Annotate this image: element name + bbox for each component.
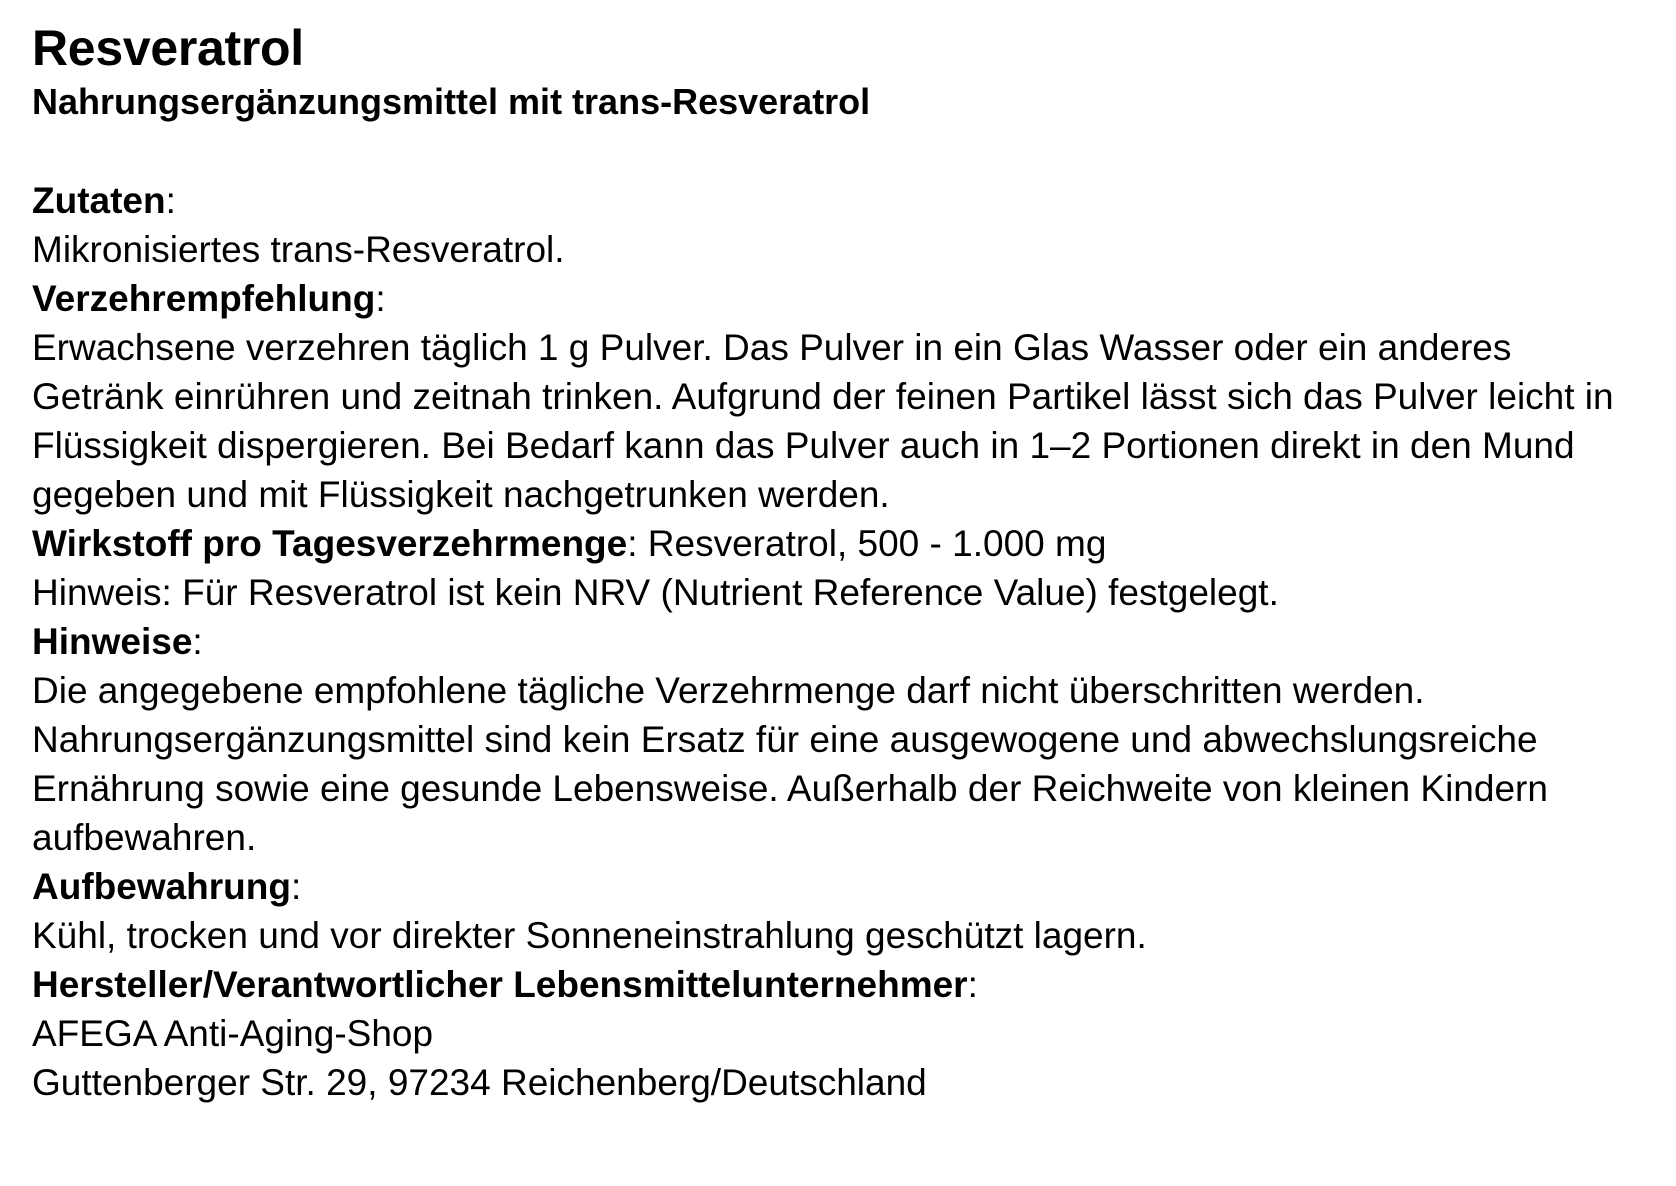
section-manufacturer [32,960,1646,1107]
ingredients-text: Mikronisiertes trans-Resveratrol. [32,229,565,270]
active-ingredient-heading-colon: : [627,523,638,564]
dosage-heading-label: Verzehrempfehlung [32,278,376,319]
warnings-heading [32,617,1646,666]
ingredients-heading-label: Zutaten [32,180,166,221]
active-ingredient-heading-label: Wirkstoff pro Tagesverzehrmenge [32,523,628,564]
section-storage [32,862,1646,960]
manufacturer-heading [32,960,1646,1009]
manufacturer-address: Guttenberger Str. 29, 97234 Reichenberg/Deutschland [32,1062,927,1103]
active-ingredient-value: Resveratrol, 500 - 1.000 mg [637,523,1107,564]
manufacturer-heading-label: Hersteller/Verantwortlicher Lebensmittelunternehmer [32,964,968,1005]
section-dosage [32,274,1646,519]
product-subtitle: Nahrungsergänzungsmittel mit trans-Resveratrol [32,81,871,122]
section-ingredients [32,176,1646,274]
storage-heading-colon: : [290,866,302,907]
warnings-text: Die angegebene empfohlene tägliche Verzehrmenge darf nicht überschritten werden. Nahrungsergänzungsmittel sind kein Ersatz für eine ausgewogene und abwechslungsreiche Ernährung sowie eine gesunde Lebensweise. Außerhalb der Reichweite von kleinen Kindern aufbewahren. [32,670,1548,858]
product-title: Resveratrol [32,20,304,76]
ingredients-heading [32,176,1646,225]
dosage-text: Erwachsene verzehren täglich 1 g Pulver. Das Pulver in ein Glas Wasser oder ein anderes Getränk einrühren und zeitnah trinken. Aufgrund der feinen Partikel lässt sich das Pulver leicht in Flüssigkeit dispergieren. Bei Bedarf kann das Pulver auch in 1–2 Portionen direkt in den Mund gegeben und mit Flüssigkeit nachgetrunken werden. [32,327,1614,515]
warnings-heading-colon: : [192,621,203,662]
warnings-heading-label: Hinweise [32,621,193,662]
manufacturer-name: AFEGA Anti-Aging-Shop [32,1013,434,1054]
storage-heading [32,862,1646,911]
storage-heading-label: Aufbewahrung [32,866,291,907]
section-active-ingredient [32,519,1646,617]
dosage-heading [32,274,1646,323]
section-warnings [32,617,1646,862]
dosage-heading-colon: : [375,278,386,319]
storage-text: Kühl, trocken und vor direkter Sonneneinstrahlung geschützt lagern. [32,915,1147,956]
ingredients-heading-colon: : [165,180,176,221]
active-ingredient-note: Hinweis: Für Resveratrol ist kein NRV (Nutrient Reference Value) festgelegt. [32,572,1279,613]
active-ingredient-line [32,519,1646,568]
manufacturer-heading-colon: : [967,964,978,1005]
